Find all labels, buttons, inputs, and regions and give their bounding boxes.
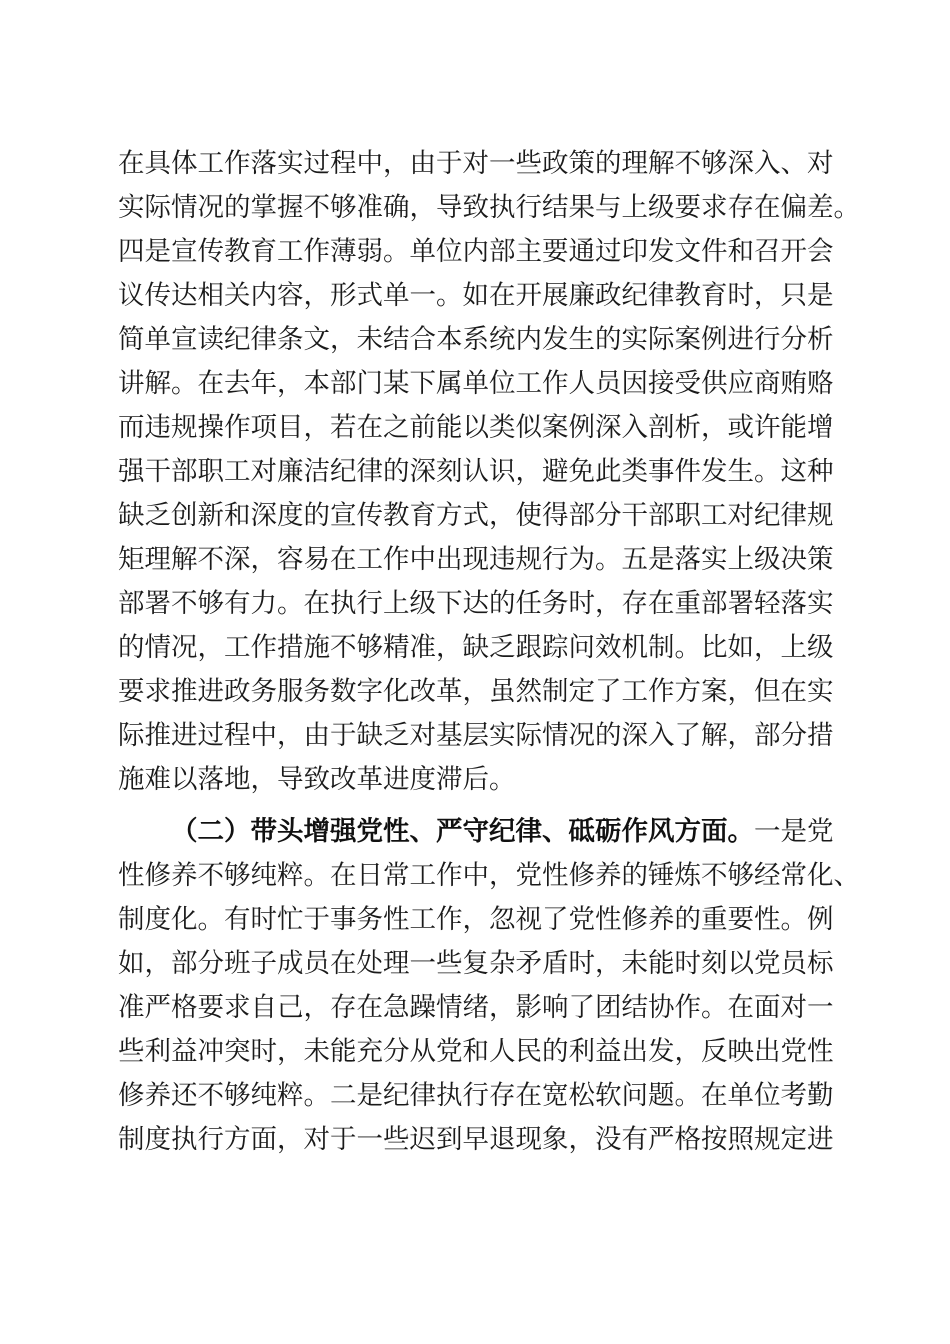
section-heading: （二）带头增强党性、严守纪律、砥砺作风方面。 <box>171 816 754 847</box>
paragraph-line: 强干部职工对廉洁纪律的深刻认识，避免此类事件发生。这种 <box>118 456 834 487</box>
paragraph-line: 际推进过程中，由于缺乏对基层实际情况的深入了解，部分措 <box>118 720 834 751</box>
paragraph-line: 施难以落地，导致改革进度滞后。 <box>118 764 516 795</box>
paragraph-line: 制度化。有时忙于事务性工作，忽视了党性修养的重要性。例 <box>118 904 834 935</box>
paragraph-line: 矩理解不深，容易在工作中出现违规行为。五是落实上级决策 <box>118 544 834 575</box>
paragraph-line: 实际情况的掌握不够准确，导致执行结果与上级要求存在偏差。 <box>118 192 860 223</box>
paragraph-line: 如，部分班子成员在处理一些复杂矛盾时，未能时刻以党员标 <box>118 948 834 979</box>
paragraph-line: 准严格要求自己，存在急躁情绪，影响了团结协作。在面对一 <box>118 992 834 1023</box>
paragraph-line: 要求推进政务服务数字化改革，虽然制定了工作方案，但在实 <box>118 676 834 707</box>
section-heading-line <box>171 810 832 854</box>
paragraph-line: 的情况，工作措施不够精准，缺乏跟踪问效机制。比如，上级 <box>118 632 834 663</box>
paragraph-line: 修养还不够纯粹。二是纪律执行存在宽松软问题。在单位考勤 <box>118 1080 834 1111</box>
paragraph-line: 制度执行方面，对于一些迟到早退现象，没有严格按照规定进 <box>118 1124 834 1155</box>
paragraph-line: 简单宣读纪律条文，未结合本系统内发生的实际案例进行分析 <box>118 324 834 355</box>
paragraph-line: 在具体工作落实过程中，由于对一些政策的理解不够深入、对 <box>118 148 834 179</box>
paragraph-line: 些利益冲突时，未能充分从党和人民的利益出发，反映出党性 <box>118 1036 834 1067</box>
paragraph-line: 议传达相关内容，形式单一。如在开展廉政纪律教育时，只是 <box>118 280 834 311</box>
paragraph-line: 四是宣传教育工作薄弱。单位内部主要通过印发文件和召开会 <box>118 236 834 267</box>
paragraph-line: 部署不够有力。在执行上级下达的任务时，存在重部署轻落实 <box>118 588 834 619</box>
paragraph-line: 性修养不够纯粹。在日常工作中，党性修养的锤炼不够经常化、 <box>118 860 860 891</box>
paragraph-line: 而违规操作项目，若在之前能以类似案例深入剖析，或许能增 <box>118 412 834 443</box>
paragraph-line: 缺乏创新和深度的宣传教育方式，使得部分干部职工对纪律规 <box>118 500 834 531</box>
paragraph-line: 讲解。在去年，本部门某下属单位工作人员因接受供应商贿赂 <box>118 368 834 399</box>
section-heading-rest: 一是党 <box>754 816 834 847</box>
